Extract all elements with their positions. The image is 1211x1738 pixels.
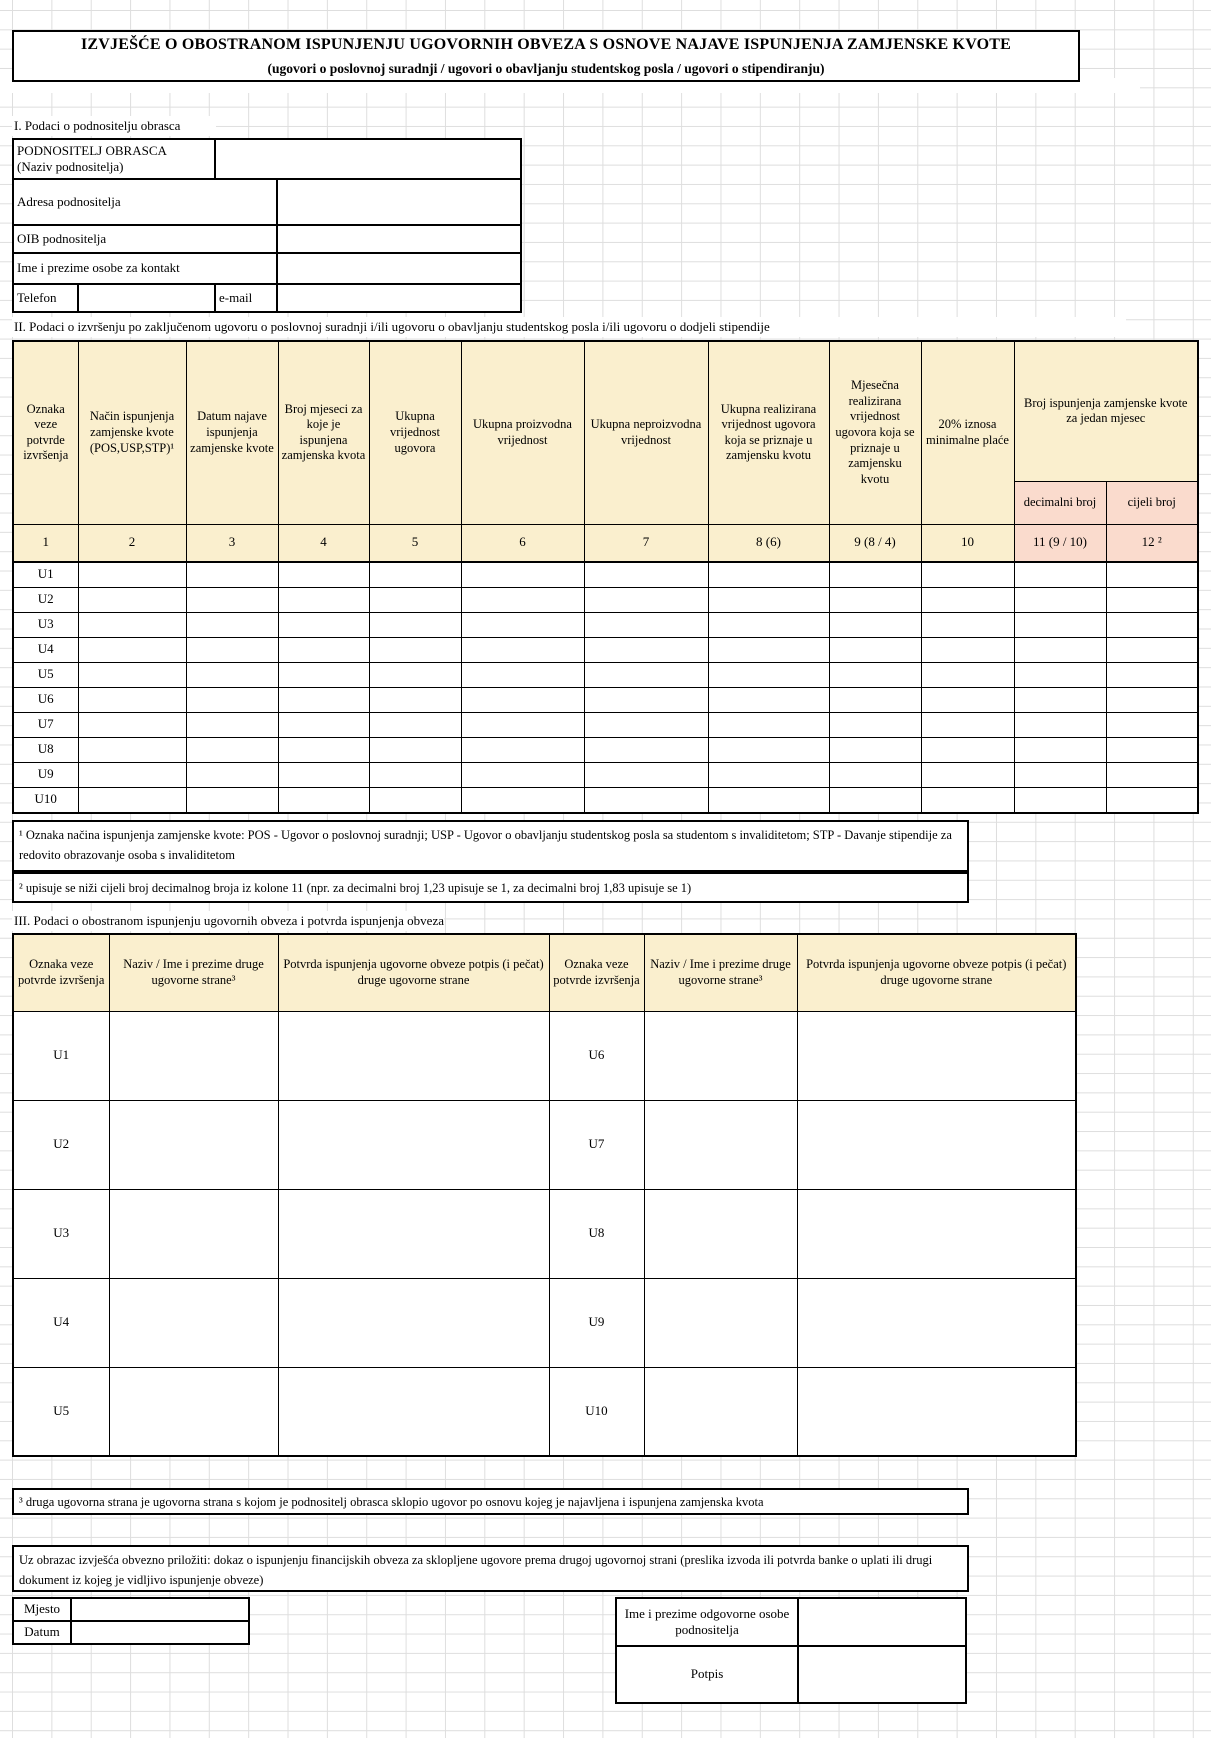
empty-data-cell[interactable] [829,562,921,588]
other-party-name-cell[interactable] [644,1278,797,1367]
empty-data-cell[interactable] [1106,612,1198,637]
attachment-note: Uz obrazac izvješća obvezno priložiti: dokaz o ispunjenju financijskih obveza za sklopljene ugovore prema drugoj ugovornoj strani (preslika izvoda ili potvrda banke o uplati ili drugi dokument iz kojeg je vidljivo ispunjenje obveze) [12,1545,969,1592]
column-number: 8 (6) [708,524,829,562]
col-header-9: Mjesečna realizirana vrijednost ugovora koja se priznaje u zamjensku kvotu [829,341,921,524]
empty-data-cell[interactable] [186,587,278,612]
empty-data-cell[interactable] [921,637,1014,662]
row-label: U10 [549,1367,644,1456]
empty-data-cell[interactable] [461,637,584,662]
date-field[interactable] [71,1621,249,1644]
s3-right-header-potvrda: Potvrda ispunjenja ugovorne obveze potpis (i pečat) druge ugovorne strane [797,934,1076,1011]
empty-data-cell[interactable] [461,687,584,712]
empty-data-cell[interactable] [461,762,584,787]
row-label: U1 [13,1011,109,1100]
empty-data-cell[interactable] [584,562,708,588]
empty-data-cell[interactable] [78,787,186,813]
empty-data-cell[interactable] [369,562,461,588]
confirmation-signature-cell[interactable] [797,1189,1076,1278]
row-label: U6 [13,687,78,712]
empty-data-cell[interactable] [78,587,186,612]
empty-data-cell[interactable] [584,612,708,637]
empty-data-cell[interactable] [921,712,1014,737]
empty-data-cell[interactable] [708,662,829,687]
empty-data-cell[interactable] [829,712,921,737]
row-label: U7 [549,1100,644,1189]
applicant-name-field[interactable] [215,139,521,179]
footnote-2: ² upisuje se niži cijeli broj decimalnog broja iz kolone 11 (npr. za decimalni broj 1,23 upisuje se 1, za decimalni broj 1,83 upisuje se 1) [12,872,969,903]
other-party-name-cell[interactable] [644,1189,797,1278]
col-header-1: Oznaka veze potvrde izvršenja [13,341,78,524]
confirmation-signature-cell[interactable] [278,1011,549,1100]
empty-data-cell[interactable] [708,712,829,737]
row-label: U7 [13,712,78,737]
s3-left-header-potvrda: Potvrda ispunjenja ugovorne obveze potpis (i pečat) druge ugovorne strane [278,934,549,1011]
confirmation-signature-cell[interactable] [797,1100,1076,1189]
email-field[interactable] [277,284,521,312]
empty-data-cell[interactable] [1014,562,1106,588]
empty-data-cell[interactable] [708,762,829,787]
col-header-7: Ukupna neproizvodna vrijednost [584,341,708,524]
empty-data-cell[interactable] [78,612,186,637]
empty-data-cell[interactable] [461,587,584,612]
other-party-name-cell[interactable] [109,1189,278,1278]
empty-data-cell[interactable] [1014,587,1106,612]
date-label: Datum [13,1621,71,1644]
email-label: e-mail [215,284,277,312]
empty-data-cell[interactable] [1106,562,1198,588]
signature-label: Potpis [616,1646,798,1703]
col-header-8: Ukupna realizirana vrijednost ugovora koja se priznaje u zamjensku kvotu [708,341,829,524]
column-number: 1 [13,524,78,562]
row-label: U2 [13,1100,109,1189]
empty-data-cell[interactable] [1014,737,1106,762]
empty-data-cell[interactable] [1014,637,1106,662]
row-label: U3 [13,612,78,637]
empty-data-cell[interactable] [1106,762,1198,787]
empty-data-cell[interactable] [278,687,369,712]
col-header-group-11-12: Broj ispunjenja zamjenske kvote za jedan mjesec [1014,341,1198,481]
form-title-box [12,30,1080,82]
s3-left-header-oznaka: Oznaka veze potvrde izvršenja [13,934,109,1011]
confirmation-signature-cell[interactable] [278,1189,549,1278]
empty-data-cell[interactable] [461,712,584,737]
sub-header-decimal: decimalni broj [1014,481,1106,524]
responsible-person-field[interactable] [798,1598,966,1646]
empty-data-cell[interactable] [278,587,369,612]
empty-data-cell[interactable] [78,712,186,737]
contract-rows [13,562,1198,813]
empty-data-cell[interactable] [369,612,461,637]
other-party-name-cell[interactable] [644,1011,797,1100]
empty-data-cell[interactable] [278,762,369,787]
empty-data-cell[interactable] [278,787,369,813]
row-label: U4 [13,637,78,662]
confirmation-signature-cell[interactable] [797,1011,1076,1100]
confirmation-signature-cell[interactable] [278,1278,549,1367]
empty-data-cell[interactable] [461,662,584,687]
column-number: 9 (8 / 4) [829,524,921,562]
col-header-4: Broj mjeseci za koje je ispunjena zamjenska kvota [278,341,369,524]
confirmation-signature-cell[interactable] [797,1278,1076,1367]
form-subtitle: (ugovori o poslovnoj suradnji / ugovori o obavljanju studentskog posla / ugovori o stipendiranju) [267,60,825,76]
empty-data-cell[interactable] [829,587,921,612]
empty-data-cell[interactable] [369,687,461,712]
empty-data-cell[interactable] [708,737,829,762]
form-title: IZVJEŠĆE O OBOSTRANOM ISPUNJENJU UGOVORNIH OBVEZA S OSNOVE NAJAVE ISPUNJENJA ZAMJENSKE KVOTE [80,35,1012,53]
empty-data-cell[interactable] [829,762,921,787]
empty-data-cell[interactable] [369,787,461,813]
col-header-6: Ukupna proizvodna vrijednost [461,341,584,524]
empty-data-cell[interactable] [186,762,278,787]
empty-data-cell[interactable] [829,662,921,687]
empty-data-cell[interactable] [921,762,1014,787]
other-party-name-cell[interactable] [109,1011,278,1100]
empty-data-cell[interactable] [584,637,708,662]
empty-data-cell[interactable] [461,737,584,762]
address-field[interactable] [277,179,521,225]
contact-person-field[interactable] [277,253,521,284]
empty-data-cell[interactable] [1106,712,1198,737]
column-number: 4 [278,524,369,562]
empty-data-cell[interactable] [1106,637,1198,662]
empty-data-cell[interactable] [1014,612,1106,637]
footnote-1: ¹ Oznaka načina ispunjenja zamjenske kvote: POS - Ugovor o poslovnoj suradnji; USP - Ugovor o obavljanju studentskog posla sa studentom s invaliditetom; STP - Davanje stipendije za redovito obrazovanje osoba s invaliditetom [12,820,969,872]
row-label: U5 [13,1367,109,1456]
oib-label: OIB podnositelja [13,225,277,253]
section3-heading: III. Podaci o obostranom ispunjenju ugovornih obveza i potvrda ispunjenja obveza [12,911,444,931]
signature-field[interactable] [798,1646,966,1703]
empty-data-cell[interactable] [1106,587,1198,612]
empty-data-cell[interactable] [921,562,1014,588]
empty-data-cell[interactable] [78,637,186,662]
row-label: U6 [549,1011,644,1100]
row-label: U5 [13,662,78,687]
empty-data-cell[interactable] [921,587,1014,612]
empty-data-cell[interactable] [1014,712,1106,737]
empty-data-cell[interactable] [708,562,829,588]
empty-data-cell[interactable] [369,737,461,762]
place-label: Mjesto [13,1598,71,1621]
column-number: 12 ² [1106,524,1198,562]
column-number: 5 [369,524,461,562]
empty-data-cell[interactable] [78,762,186,787]
empty-data-cell[interactable] [829,637,921,662]
empty-data-cell[interactable] [461,562,584,588]
empty-data-cell[interactable] [186,562,278,588]
empty-data-cell[interactable] [584,787,708,813]
footnote-3: ³ druga ugovorna strana je ugovorna strana s kojom je podnositelj obrasca sklopio ugovor po osnovu kojeg je najavljena i ispunjena zamjenska kvota [12,1488,969,1515]
empty-data-cell[interactable] [708,637,829,662]
empty-data-cell[interactable] [584,712,708,737]
empty-data-cell[interactable] [1014,662,1106,687]
applicant-name-label-line2: (Naziv podnositelja) [17,159,124,174]
section1-heading: I. Podaci o podnositelju obrasca [12,116,216,136]
s3-right-header-naziv: Naziv / Ime i prezime druge ugovorne strane³ [644,934,797,1011]
empty-data-cell[interactable] [584,687,708,712]
column-number: 6 [461,524,584,562]
empty-data-cell[interactable] [369,587,461,612]
empty-data-cell[interactable] [186,737,278,762]
empty-data-cell[interactable] [186,712,278,737]
empty-data-cell[interactable] [186,687,278,712]
confirmation-signature-cell[interactable] [278,1367,549,1456]
row-label: U1 [13,562,78,588]
oib-field[interactable] [277,225,521,253]
empty-data-cell[interactable] [461,612,584,637]
column-number-row [13,524,1198,562]
empty-data-cell[interactable] [829,737,921,762]
applicant-name-label [13,139,215,179]
col-header-5: Ukupna vrijednost ugovora [369,341,461,524]
row-label: U3 [13,1189,109,1278]
empty-data-cell[interactable] [369,662,461,687]
empty-data-cell[interactable] [1106,737,1198,762]
s3-right-header-oznaka: Oznaka veze potvrde izvršenja [549,934,644,1011]
row-label: U9 [13,762,78,787]
empty-data-cell[interactable] [921,737,1014,762]
empty-data-cell[interactable] [584,762,708,787]
col-header-2: Način ispunjenja zamjenske kvote (POS,USP,STP)¹ [78,341,186,524]
row-label: U2 [13,587,78,612]
row-label: U8 [549,1189,644,1278]
row-label: U4 [13,1278,109,1367]
empty-data-cell[interactable] [278,612,369,637]
s3-left-header-naziv: Naziv / Ime i prezime druge ugovorne strane³ [109,934,278,1011]
section2-heading: II. Podaci o izvršenju po zaključenom ugovoru o poslovnoj suradnji i/ili ugovoru o obavljanju studentskog posla i/ili ugovoru o dodjeli stipendije [12,317,1126,337]
column-number: 3 [186,524,278,562]
row-label: U9 [549,1278,644,1367]
empty-data-cell[interactable] [1106,687,1198,712]
empty-data-cell[interactable] [186,662,278,687]
empty-data-cell[interactable] [1014,687,1106,712]
empty-data-cell[interactable] [708,587,829,612]
place-field[interactable] [71,1598,249,1621]
col-header-3: Datum najave ispunjenja zamjenske kvote [186,341,278,524]
empty-data-cell[interactable] [829,787,921,813]
sub-header-integer: cijeli broj [1106,481,1198,524]
empty-data-cell[interactable] [278,662,369,687]
phone-label: Telefon [13,284,78,312]
empty-data-cell[interactable] [921,612,1014,637]
other-party-name-cell[interactable] [109,1100,278,1189]
col-header-10: 20% iznosa minimalne plaće [921,341,1014,524]
empty-data-cell[interactable] [921,787,1014,813]
empty-data-cell[interactable] [584,662,708,687]
empty-data-cell[interactable] [829,687,921,712]
responsible-person-label: Ime i prezime odgovorne osobe podnositelja [616,1598,798,1646]
empty-data-cell[interactable] [278,637,369,662]
other-party-name-cell[interactable] [644,1367,797,1456]
empty-data-cell[interactable] [78,662,186,687]
empty-data-cell[interactable] [1014,787,1106,813]
empty-data-cell[interactable] [186,637,278,662]
empty-data-cell[interactable] [1106,787,1198,813]
empty-data-cell[interactable] [921,687,1014,712]
empty-data-cell[interactable] [461,787,584,813]
applicant-name-label-line1: PODNOSITELJ OBRASCA [17,142,167,158]
confirmation-signature-cell[interactable] [278,1100,549,1189]
row-label: U10 [13,787,78,813]
other-party-name-cell[interactable] [644,1100,797,1189]
address-label: Adresa podnositelja [13,179,277,225]
empty-data-cell[interactable] [278,737,369,762]
column-number: 10 [921,524,1014,562]
empty-data-cell[interactable] [708,612,829,637]
signature-table [615,1597,967,1704]
empty-data-cell[interactable] [584,737,708,762]
contact-person-label: Ime i prezime osobe za kontakt [13,253,277,284]
empty-data-cell[interactable] [78,562,186,588]
empty-data-cell[interactable] [1014,762,1106,787]
mutual-fulfillment-table [12,933,1077,1457]
column-number: 7 [584,524,708,562]
empty-data-cell[interactable] [278,562,369,588]
contract-execution-table [12,340,1199,814]
other-party-name-cell[interactable] [109,1367,278,1456]
empty-data-cell[interactable] [921,662,1014,687]
empty-data-cell[interactable] [186,612,278,637]
column-number: 2 [78,524,186,562]
empty-data-cell[interactable] [278,712,369,737]
empty-data-cell[interactable] [186,787,278,813]
empty-data-cell[interactable] [369,762,461,787]
empty-data-cell[interactable] [708,687,829,712]
confirmation-signature-cell[interactable] [797,1367,1076,1456]
empty-data-cell[interactable] [78,737,186,762]
row-label: U8 [13,737,78,762]
place-date-table [12,1597,250,1645]
empty-data-cell[interactable] [1106,662,1198,687]
applicant-info-table [12,138,522,313]
fulfillment-rows [13,1011,1076,1456]
column-number: 11 (9 / 10) [1014,524,1106,562]
empty-data-cell[interactable] [369,637,461,662]
empty-data-cell[interactable] [584,587,708,612]
other-party-name-cell[interactable] [109,1278,278,1367]
empty-data-cell[interactable] [369,712,461,737]
empty-data-cell[interactable] [78,687,186,712]
phone-field[interactable] [78,284,215,312]
empty-data-cell[interactable] [829,612,921,637]
empty-data-cell[interactable] [708,787,829,813]
